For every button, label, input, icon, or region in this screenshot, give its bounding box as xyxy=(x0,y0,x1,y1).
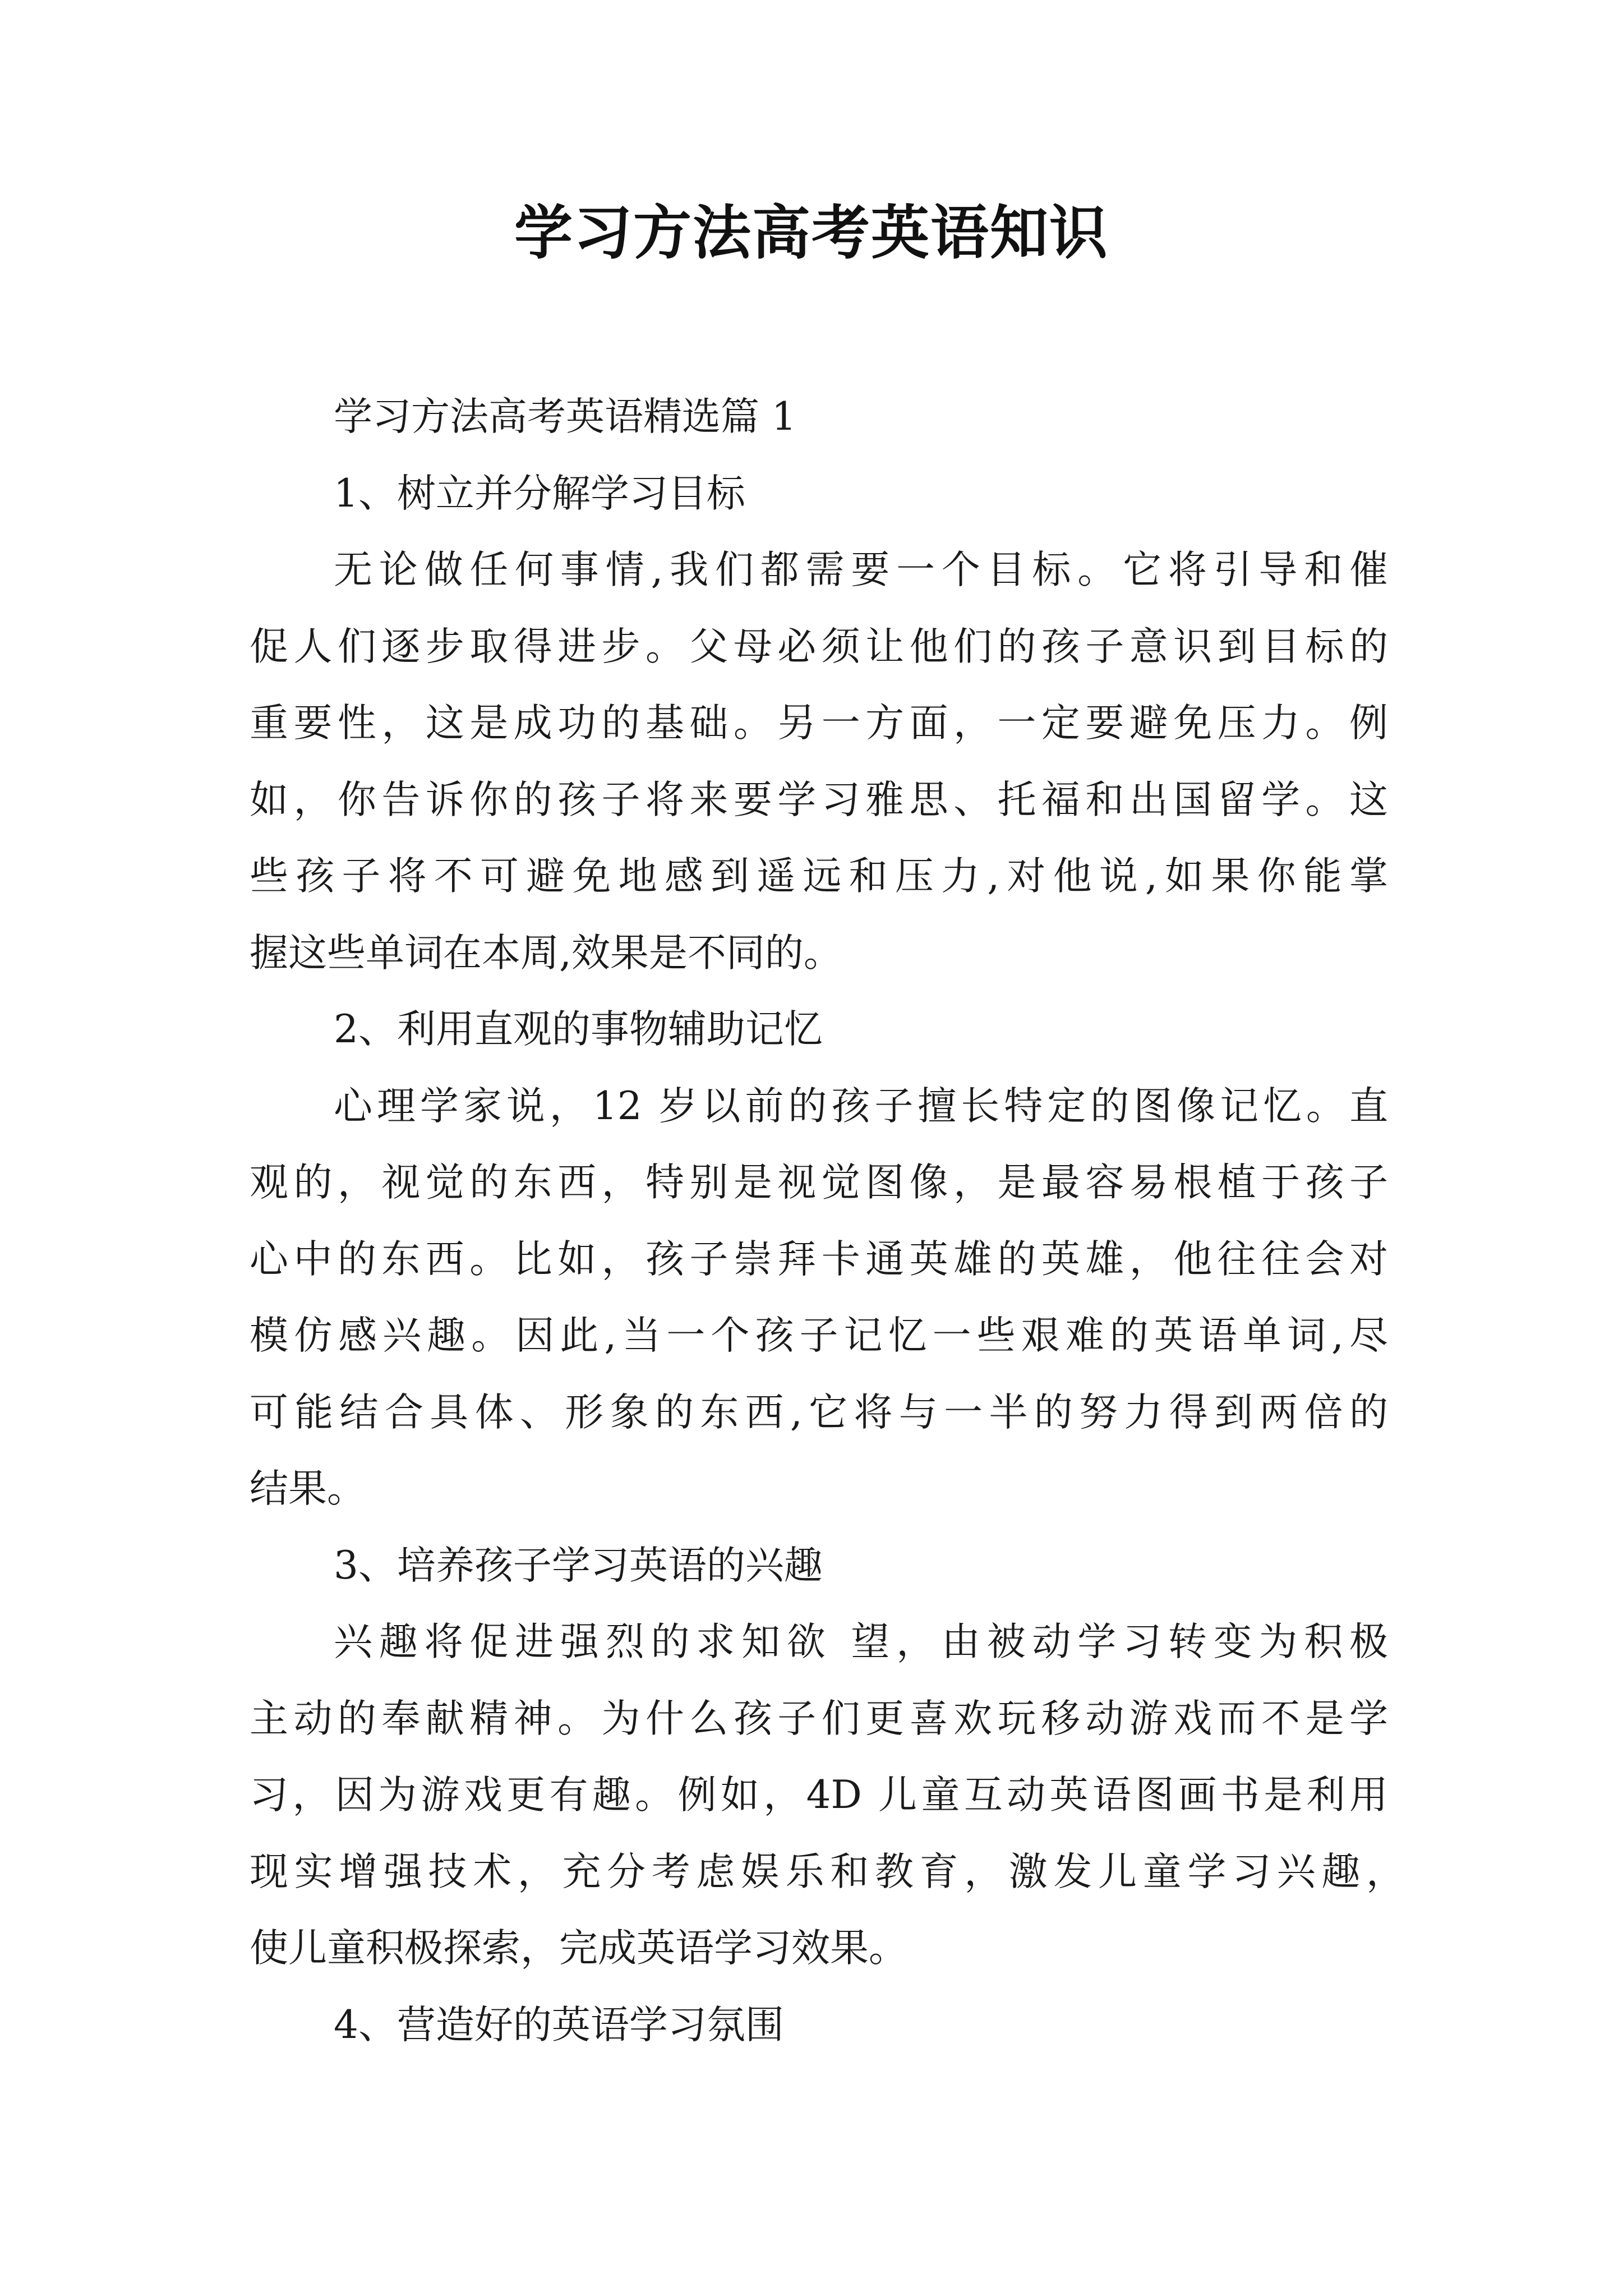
point-heading-1: 1、树立并分解学习目标 xyxy=(334,471,745,516)
paragraph-line: 习，因为游戏更有趣。例如，4D 儿童互动英语图画书是利用 xyxy=(250,1773,1388,1818)
paragraph-line: 可能结合具体、形象的东西,它将与一半的努力得到两倍的 xyxy=(250,1389,1388,1435)
point-heading-4: 4、营造好的英语学习氛围 xyxy=(334,2002,784,2047)
document-body xyxy=(250,379,1405,2063)
paragraph-line: 促人们逐步取得进步。父母必须让他们的孩子意识到目标的 xyxy=(250,624,1388,669)
point-heading-3: 3、培养孩子学习英语的兴趣 xyxy=(334,1543,823,1588)
paragraph-line: 些孩子将不可避免地感到遥远和压力,对他说,如果你能掌 xyxy=(250,854,1388,899)
paragraph-line: 使儿童积极探索，完成英语学习效果。 xyxy=(250,1926,907,1971)
paragraph-line: 现实增强技术，充分考虑娱乐和教育，激发儿童学习兴趣， xyxy=(250,1849,1405,1894)
paragraph-line: 无论做任何事情,我们都需要一个目标。它将引导和催 xyxy=(334,547,1388,592)
paragraph-line: 心理学家说，12 岁以前的孩子擅长特定的图像记忆。直 xyxy=(334,1083,1388,1129)
section-heading: 学习方法高考英语精选篇 1 xyxy=(334,394,796,439)
paragraph-line: 重要性，这是成功的基础。另一方面，一定要避免压力。例 xyxy=(250,701,1388,746)
point-heading-2: 2、利用直观的事物辅助记忆 xyxy=(334,1007,823,1052)
paragraph-line: 心中的东西。比如，孩子崇拜卡通英雄的英雄，他往往会对 xyxy=(250,1236,1388,1282)
paragraph-line: 主动的奉献精神。为什么孩子们更喜欢玩移动游戏而不是学 xyxy=(250,1696,1388,1741)
document-title: 学习方法高考英语知识 xyxy=(514,198,1109,267)
paragraph-line: 握这些单词在本周,效果是不同的。 xyxy=(250,930,842,976)
paragraph-line: 如，你告诉你的孩子将来要学习雅思、托福和出国留学。这 xyxy=(250,777,1388,822)
paragraph-line: 观的，视觉的东西，特别是视觉图像，是最容易根植于孩子 xyxy=(250,1160,1388,1205)
paragraph-line: 结果。 xyxy=(250,1466,366,1511)
paragraph-line: 模仿感兴趣。因此,当一个孩子记忆一些艰难的英语单词,尽 xyxy=(250,1313,1388,1358)
paragraph-line: 兴趣将促进强烈的求知欲 望，由被动学习转变为积极 xyxy=(334,1619,1388,1664)
